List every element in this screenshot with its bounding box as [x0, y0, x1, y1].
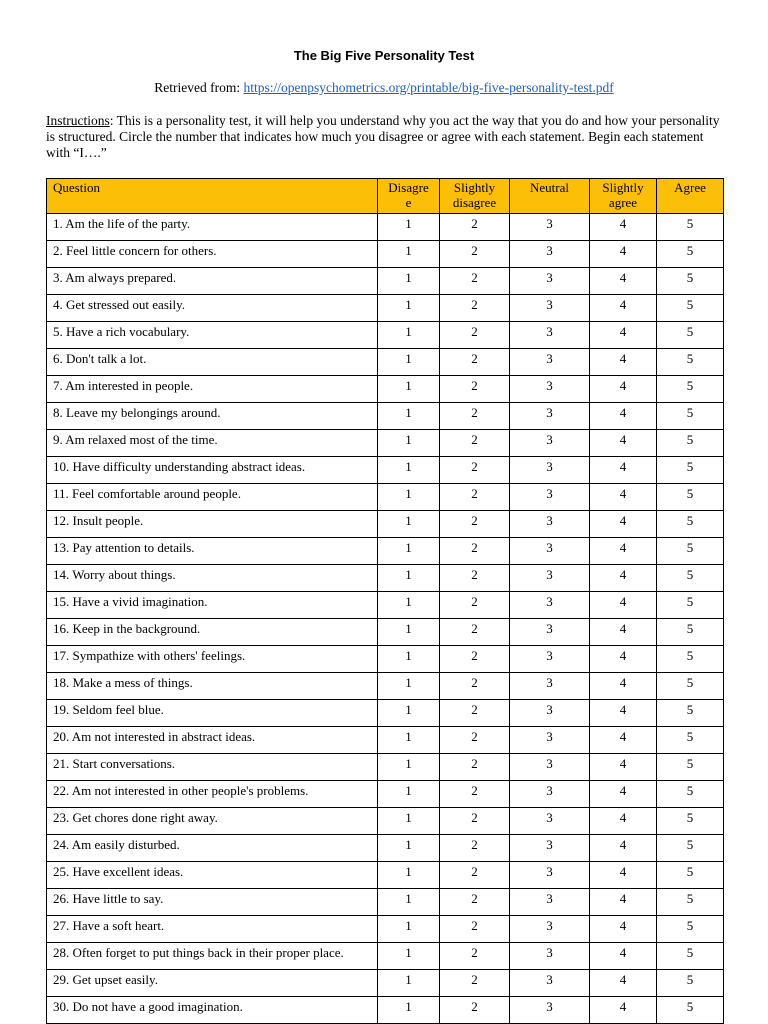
table-row: [47, 511, 724, 538]
table-row: [47, 997, 724, 1024]
table-row: [47, 754, 724, 781]
source-link[interactable]: https://openpsychometrics.org/printable/big-five-personality-test.pdf: [243, 80, 614, 95]
rating-option-2[interactable]: 2: [440, 592, 510, 619]
rating-option-1[interactable]: 1: [378, 403, 440, 430]
rating-option-2[interactable]: 2: [440, 511, 510, 538]
rating-option-5[interactable]: 5: [657, 835, 724, 862]
question-text: 23. Get chores done right away.: [47, 808, 378, 835]
instructions-paragraph: [46, 113, 730, 161]
table-row: [47, 457, 724, 484]
question-text: 18. Make a mess of things.: [47, 673, 378, 700]
question-text: 19. Seldom feel blue.: [47, 700, 378, 727]
retrieved-line: [0, 80, 768, 96]
rating-option-3[interactable]: 3: [510, 214, 590, 241]
rating-option-2[interactable]: 2: [440, 322, 510, 349]
rating-option-4[interactable]: 4: [590, 808, 657, 835]
rating-option-5[interactable]: 5: [657, 727, 724, 754]
rating-option-2[interactable]: 2: [440, 970, 510, 997]
rating-option-1[interactable]: 1: [378, 970, 440, 997]
rating-option-5[interactable]: 5: [657, 943, 724, 970]
question-text: 13. Pay attention to details.: [47, 538, 378, 565]
rating-option-2[interactable]: 2: [440, 916, 510, 943]
rating-option-5[interactable]: 5: [657, 403, 724, 430]
rating-option-5[interactable]: 5: [657, 349, 724, 376]
rating-option-5[interactable]: 5: [657, 511, 724, 538]
rating-option-4[interactable]: 4: [590, 916, 657, 943]
rating-option-2[interactable]: 2: [440, 538, 510, 565]
rating-option-5[interactable]: 5: [657, 646, 724, 673]
rating-option-1[interactable]: 1: [378, 889, 440, 916]
question-text: 2. Feel little concern for others.: [47, 241, 378, 268]
instructions-label: Instructions: [46, 113, 110, 128]
rating-option-3[interactable]: 3: [510, 430, 590, 457]
rating-option-3[interactable]: 3: [510, 646, 590, 673]
rating-option-1[interactable]: 1: [378, 700, 440, 727]
question-text: 26. Have little to say.: [47, 889, 378, 916]
rating-option-5[interactable]: 5: [657, 538, 724, 565]
rating-option-5[interactable]: 5: [657, 592, 724, 619]
rating-option-3[interactable]: 3: [510, 835, 590, 862]
question-text: 25. Have excellent ideas.: [47, 862, 378, 889]
rating-option-4[interactable]: 4: [590, 349, 657, 376]
rating-option-2[interactable]: 2: [440, 997, 510, 1024]
rating-option-1[interactable]: 1: [378, 835, 440, 862]
rating-option-4[interactable]: 4: [590, 538, 657, 565]
header-slightly-disagree-line1: Slightly: [453, 180, 496, 195]
rating-option-3[interactable]: 3: [510, 484, 590, 511]
question-text: 5. Have a rich vocabulary.: [47, 322, 378, 349]
table-row: [47, 376, 724, 403]
rating-option-1[interactable]: 1: [378, 862, 440, 889]
table-row: [47, 322, 724, 349]
table-row: [47, 700, 724, 727]
rating-option-2[interactable]: 2: [440, 943, 510, 970]
rating-option-1[interactable]: 1: [378, 538, 440, 565]
rating-option-2[interactable]: 2: [440, 646, 510, 673]
header-disagree-line2: e: [405, 195, 412, 210]
rating-option-1[interactable]: 1: [378, 646, 440, 673]
table-row: [47, 268, 724, 295]
header-question: Question: [47, 179, 378, 214]
rating-option-5[interactable]: 5: [657, 889, 724, 916]
question-text: 16. Keep in the background.: [47, 619, 378, 646]
rating-option-4[interactable]: 4: [590, 673, 657, 700]
rating-option-5[interactable]: 5: [657, 862, 724, 889]
rating-option-3[interactable]: 3: [510, 349, 590, 376]
table-body: [47, 214, 724, 1024]
rating-option-4[interactable]: 4: [590, 376, 657, 403]
rating-option-2[interactable]: 2: [440, 484, 510, 511]
header-disagree: [378, 179, 440, 214]
rating-option-4[interactable]: 4: [590, 889, 657, 916]
rating-option-3[interactable]: 3: [510, 376, 590, 403]
header-disagree-line1: Disagre: [388, 180, 429, 195]
question-text: 10. Have difficulty understanding abstract ideas.: [47, 457, 378, 484]
question-text: 7. Am interested in people.: [47, 376, 378, 403]
rating-option-4[interactable]: 4: [590, 322, 657, 349]
rating-option-5[interactable]: 5: [657, 619, 724, 646]
rating-option-1[interactable]: 1: [378, 943, 440, 970]
rating-option-4[interactable]: 4: [590, 700, 657, 727]
rating-option-2[interactable]: 2: [440, 268, 510, 295]
rating-option-5[interactable]: 5: [657, 565, 724, 592]
rating-option-4[interactable]: 4: [590, 646, 657, 673]
rating-option-1[interactable]: 1: [378, 808, 440, 835]
rating-option-3[interactable]: 3: [510, 241, 590, 268]
rating-option-5[interactable]: 5: [657, 700, 724, 727]
table-row: [47, 241, 724, 268]
rating-option-5[interactable]: 5: [657, 808, 724, 835]
rating-option-1[interactable]: 1: [378, 484, 440, 511]
rating-option-3[interactable]: 3: [510, 295, 590, 322]
rating-option-1[interactable]: 1: [378, 376, 440, 403]
rating-option-2[interactable]: 2: [440, 214, 510, 241]
rating-option-4[interactable]: 4: [590, 781, 657, 808]
question-text: 6. Don't talk a lot.: [47, 349, 378, 376]
question-text: 20. Am not interested in abstract ideas.: [47, 727, 378, 754]
rating-option-1[interactable]: 1: [378, 295, 440, 322]
rating-option-3[interactable]: 3: [510, 862, 590, 889]
rating-option-1[interactable]: 1: [378, 322, 440, 349]
question-text: 17. Sympathize with others' feelings.: [47, 646, 378, 673]
table-row: [47, 835, 724, 862]
question-text: 15. Have a vivid imagination.: [47, 592, 378, 619]
rating-option-3[interactable]: 3: [510, 916, 590, 943]
rating-option-4[interactable]: 4: [590, 835, 657, 862]
rating-option-3[interactable]: 3: [510, 997, 590, 1024]
rating-option-4[interactable]: 4: [590, 214, 657, 241]
rating-option-5[interactable]: 5: [657, 916, 724, 943]
rating-option-5[interactable]: 5: [657, 970, 724, 997]
rating-option-5[interactable]: 5: [657, 268, 724, 295]
rating-option-5[interactable]: 5: [657, 997, 724, 1024]
rating-option-1[interactable]: 1: [378, 673, 440, 700]
rating-option-1[interactable]: 1: [378, 430, 440, 457]
rating-option-3[interactable]: 3: [510, 403, 590, 430]
table-row: [47, 403, 724, 430]
rating-option-4[interactable]: 4: [590, 997, 657, 1024]
rating-option-4[interactable]: 4: [590, 295, 657, 322]
rating-option-4[interactable]: 4: [590, 511, 657, 538]
question-text: 27. Have a soft heart.: [47, 916, 378, 943]
table-row: [47, 862, 724, 889]
rating-option-2[interactable]: 2: [440, 295, 510, 322]
table-row: [47, 808, 724, 835]
rating-option-4[interactable]: 4: [590, 457, 657, 484]
rating-option-4[interactable]: 4: [590, 484, 657, 511]
rating-option-5[interactable]: 5: [657, 214, 724, 241]
rating-option-2[interactable]: 2: [440, 727, 510, 754]
rating-option-2[interactable]: 2: [440, 430, 510, 457]
rating-option-3[interactable]: 3: [510, 889, 590, 916]
rating-option-1[interactable]: 1: [378, 619, 440, 646]
rating-option-2[interactable]: 2: [440, 376, 510, 403]
rating-option-5[interactable]: 5: [657, 376, 724, 403]
table-row: [47, 349, 724, 376]
rating-option-2[interactable]: 2: [440, 673, 510, 700]
table-row: [47, 727, 724, 754]
rating-option-5[interactable]: 5: [657, 430, 724, 457]
rating-option-4[interactable]: 4: [590, 430, 657, 457]
rating-option-1[interactable]: 1: [378, 349, 440, 376]
table-row: [47, 592, 724, 619]
question-text: 12. Insult people.: [47, 511, 378, 538]
table-row: [47, 781, 724, 808]
rating-option-3[interactable]: 3: [510, 322, 590, 349]
question-text: 28. Often forget to put things back in their proper place.: [47, 943, 378, 970]
rating-option-4[interactable]: 4: [590, 241, 657, 268]
rating-option-3[interactable]: 3: [510, 538, 590, 565]
rating-option-4[interactable]: 4: [590, 268, 657, 295]
rating-option-3[interactable]: 3: [510, 727, 590, 754]
rating-option-4[interactable]: 4: [590, 943, 657, 970]
rating-option-1[interactable]: 1: [378, 268, 440, 295]
retrieved-label: Retrieved from:: [154, 80, 241, 95]
rating-option-5[interactable]: 5: [657, 241, 724, 268]
rating-option-1[interactable]: 1: [378, 214, 440, 241]
rating-option-2[interactable]: 2: [440, 835, 510, 862]
rating-option-2[interactable]: 2: [440, 619, 510, 646]
rating-option-3[interactable]: 3: [510, 565, 590, 592]
rating-option-3[interactable]: 3: [510, 943, 590, 970]
rating-option-1[interactable]: 1: [378, 592, 440, 619]
rating-option-2[interactable]: 2: [440, 754, 510, 781]
rating-option-5[interactable]: 5: [657, 673, 724, 700]
header-row: [47, 179, 724, 214]
table-row: [47, 916, 724, 943]
rating-option-4[interactable]: 4: [590, 403, 657, 430]
question-text: 1. Am the life of the party.: [47, 214, 378, 241]
question-text: 8. Leave my belongings around.: [47, 403, 378, 430]
rating-option-4[interactable]: 4: [590, 592, 657, 619]
rating-option-2[interactable]: 2: [440, 862, 510, 889]
header-slightly-agree-line2: agree: [608, 195, 638, 210]
table-row: [47, 646, 724, 673]
header-neutral: Neutral: [510, 179, 590, 214]
table-row: [47, 538, 724, 565]
question-text: 30. Do not have a good imagination.: [47, 997, 378, 1024]
header-slightly-disagree: [440, 179, 510, 214]
rating-option-2[interactable]: 2: [440, 565, 510, 592]
question-text: 11. Feel comfortable around people.: [47, 484, 378, 511]
rating-option-1[interactable]: 1: [378, 241, 440, 268]
question-text: 29. Get upset easily.: [47, 970, 378, 997]
table-row: [47, 619, 724, 646]
rating-option-2[interactable]: 2: [440, 808, 510, 835]
rating-option-4[interactable]: 4: [590, 862, 657, 889]
question-text: 14. Worry about things.: [47, 565, 378, 592]
question-text: 9. Am relaxed most of the time.: [47, 430, 378, 457]
rating-option-3[interactable]: 3: [510, 754, 590, 781]
table-row: [47, 673, 724, 700]
rating-option-1[interactable]: 1: [378, 457, 440, 484]
rating-option-2[interactable]: 2: [440, 403, 510, 430]
rating-option-1[interactable]: 1: [378, 781, 440, 808]
rating-option-3[interactable]: 3: [510, 700, 590, 727]
rating-option-3[interactable]: 3: [510, 457, 590, 484]
rating-option-4[interactable]: 4: [590, 565, 657, 592]
rating-option-1[interactable]: 1: [378, 511, 440, 538]
rating-option-3[interactable]: 3: [510, 511, 590, 538]
rating-option-4[interactable]: 4: [590, 754, 657, 781]
rating-option-1[interactable]: 1: [378, 754, 440, 781]
header-agree: Agree: [657, 179, 724, 214]
rating-option-2[interactable]: 2: [440, 457, 510, 484]
rating-option-5[interactable]: 5: [657, 754, 724, 781]
questionnaire-table: [46, 178, 724, 1024]
table-row: [47, 970, 724, 997]
rating-option-2[interactable]: 2: [440, 889, 510, 916]
rating-option-1[interactable]: 1: [378, 727, 440, 754]
table-row: [47, 214, 724, 241]
rating-option-3[interactable]: 3: [510, 268, 590, 295]
rating-option-3[interactable]: 3: [510, 673, 590, 700]
rating-option-5[interactable]: 5: [657, 457, 724, 484]
table-row: [47, 484, 724, 511]
rating-option-2[interactable]: 2: [440, 241, 510, 268]
rating-option-5[interactable]: 5: [657, 484, 724, 511]
rating-option-4[interactable]: 4: [590, 727, 657, 754]
rating-option-3[interactable]: 3: [510, 619, 590, 646]
rating-option-2[interactable]: 2: [440, 781, 510, 808]
rating-option-3[interactable]: 3: [510, 970, 590, 997]
rating-option-3[interactable]: 3: [510, 781, 590, 808]
question-text: 3. Am always prepared.: [47, 268, 378, 295]
rating-option-1[interactable]: 1: [378, 565, 440, 592]
header-slightly-disagree-line2: disagree: [452, 195, 497, 210]
table-row: [47, 565, 724, 592]
rating-option-2[interactable]: 2: [440, 349, 510, 376]
page-title: The Big Five Personality Test: [293, 48, 475, 63]
question-text: 4. Get stressed out easily.: [47, 295, 378, 322]
rating-option-1[interactable]: 1: [378, 916, 440, 943]
rating-option-5[interactable]: 5: [657, 295, 724, 322]
rating-option-2[interactable]: 2: [440, 700, 510, 727]
rating-option-3[interactable]: 3: [510, 808, 590, 835]
rating-option-4[interactable]: 4: [590, 970, 657, 997]
question-text: 21. Start conversations.: [47, 754, 378, 781]
table-row: [47, 295, 724, 322]
rating-option-5[interactable]: 5: [657, 322, 724, 349]
table-row: [47, 430, 724, 457]
instructions-text: : This is a personality test, it will help you understand why you act the way that you do and how your personality is structured. Circle the number that indicates how much you disagree or agree with each statement. Begin each statement with “I….”: [46, 113, 720, 160]
question-text: 22. Am not interested in other people's problems.: [47, 781, 378, 808]
header-slightly-agree: [590, 179, 657, 214]
rating-option-5[interactable]: 5: [657, 781, 724, 808]
rating-option-4[interactable]: 4: [590, 619, 657, 646]
table-row: [47, 943, 724, 970]
question-text: 24. Am easily disturbed.: [47, 835, 378, 862]
header-slightly-agree-line1: Slightly: [602, 180, 644, 195]
rating-option-1[interactable]: 1: [378, 997, 440, 1024]
rating-option-3[interactable]: 3: [510, 592, 590, 619]
table-row: [47, 889, 724, 916]
